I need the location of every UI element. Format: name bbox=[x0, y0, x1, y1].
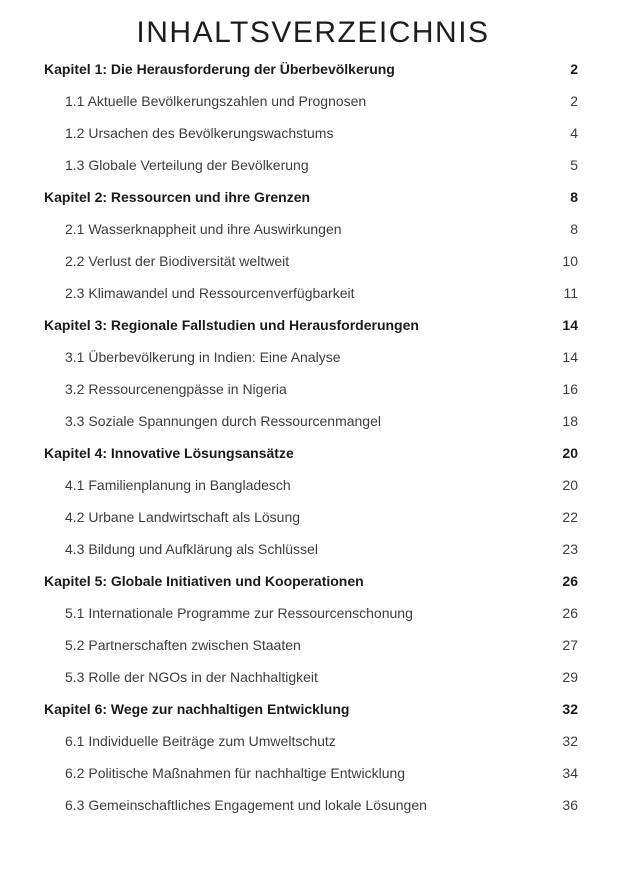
section-title: 2.3 Klimawandel und Ressourcenverfügbarkeit bbox=[65, 285, 355, 301]
chapter-block-6 bbox=[44, 700, 578, 814]
chapter-page-number: 26 bbox=[562, 573, 578, 589]
toc-section-row bbox=[44, 124, 578, 142]
section-page-number: 23 bbox=[562, 541, 578, 557]
chapter-title: Kapitel 4: Innovative Lösungsansätze bbox=[44, 445, 294, 461]
toc-chapter-row bbox=[44, 316, 578, 334]
section-page-number: 22 bbox=[562, 509, 578, 525]
section-title: 1.3 Globale Verteilung der Bevölkerung bbox=[65, 157, 309, 173]
toc-section-row bbox=[44, 604, 578, 622]
chapter-title: Kapitel 2: Ressourcen und ihre Grenzen bbox=[44, 189, 311, 205]
toc-section-row bbox=[44, 636, 578, 654]
toc-section-row bbox=[44, 540, 578, 558]
section-page-number: 11 bbox=[563, 285, 578, 301]
section-page-number: 2 bbox=[570, 93, 578, 109]
chapter-page-number: 32 bbox=[562, 701, 578, 717]
section-title: 6.3 Gemeinschaftliches Engagement und lokale Lösungen bbox=[65, 797, 427, 813]
chapter-block-2 bbox=[44, 188, 578, 302]
toc-section-row bbox=[44, 220, 578, 238]
table-of-contents bbox=[44, 60, 578, 814]
section-title: 6.1 Individuelle Beiträge zum Umweltschutz bbox=[65, 733, 336, 749]
section-page-number: 27 bbox=[562, 637, 578, 653]
section-page-number: 14 bbox=[562, 349, 578, 365]
section-title: 5.3 Rolle der NGOs in der Nachhaltigkeit bbox=[65, 669, 318, 685]
toc-section-row bbox=[44, 732, 578, 750]
section-page-number: 34 bbox=[562, 765, 578, 781]
chapter-block-1 bbox=[44, 60, 578, 174]
toc-section-row bbox=[44, 348, 578, 366]
section-title: 2.2 Verlust der Biodiversität weltweit bbox=[65, 253, 290, 269]
toc-section-row bbox=[44, 380, 578, 398]
chapter-title: Kapitel 5: Globale Initiativen und Kooperationen bbox=[44, 573, 364, 589]
toc-section-row bbox=[44, 252, 578, 270]
section-title: 3.2 Ressourcenengpässe in Nigeria bbox=[65, 381, 287, 397]
section-page-number: 26 bbox=[562, 605, 578, 621]
chapter-title: Kapitel 3: Regionale Fallstudien und Herausforderungen bbox=[44, 317, 419, 333]
toc-chapter-row bbox=[44, 444, 578, 462]
chapter-title: Kapitel 1: Die Herausforderung der Überbevölkerung bbox=[44, 61, 395, 77]
section-title: 1.1 Aktuelle Bevölkerungszahlen und Prognosen bbox=[65, 93, 367, 109]
toc-chapter-row bbox=[44, 188, 578, 206]
toc-section-row bbox=[44, 796, 578, 814]
section-title: 5.2 Partnerschaften zwischen Staaten bbox=[65, 637, 301, 653]
toc-section-row bbox=[44, 508, 578, 526]
section-page-number: 32 bbox=[562, 733, 578, 749]
section-page-number: 16 bbox=[562, 381, 578, 397]
toc-chapter-row bbox=[44, 700, 578, 718]
chapter-block-3 bbox=[44, 316, 578, 430]
section-page-number: 4 bbox=[570, 125, 578, 141]
section-title: 1.2 Ursachen des Bevölkerungswachstums bbox=[65, 125, 334, 141]
toc-section-row bbox=[44, 764, 578, 782]
toc-section-row bbox=[44, 92, 578, 110]
chapter-title: Kapitel 6: Wege zur nachhaltigen Entwicklung bbox=[44, 701, 350, 717]
section-title: 3.1 Überbevölkerung in Indien: Eine Analyse bbox=[65, 349, 341, 365]
section-title: 5.1 Internationale Programme zur Ressourcenschonung bbox=[65, 605, 413, 621]
section-title: 4.2 Urbane Landwirtschaft als Lösung bbox=[65, 509, 301, 525]
section-page-number: 8 bbox=[570, 221, 578, 237]
section-page-number: 10 bbox=[562, 253, 578, 269]
page-title: INHALTSVERZEICHNIS bbox=[136, 16, 490, 49]
toc-chapter-row bbox=[44, 572, 578, 590]
section-page-number: 5 bbox=[570, 157, 578, 173]
section-page-number: 36 bbox=[562, 797, 578, 813]
section-page-number: 18 bbox=[562, 413, 578, 429]
toc-section-row bbox=[44, 668, 578, 686]
section-page-number: 20 bbox=[562, 477, 578, 493]
chapter-page-number: 14 bbox=[562, 317, 578, 333]
chapter-block-4 bbox=[44, 444, 578, 558]
section-title: 6.2 Politische Maßnahmen für nachhaltige Entwicklung bbox=[65, 765, 406, 781]
section-page-number: 29 bbox=[562, 669, 578, 685]
toc-section-row bbox=[44, 156, 578, 174]
chapter-page-number: 20 bbox=[562, 445, 578, 461]
toc-section-row bbox=[44, 284, 578, 302]
chapter-page-number: 8 bbox=[570, 189, 578, 205]
chapter-block-5 bbox=[44, 572, 578, 686]
toc-chapter-row bbox=[44, 60, 578, 78]
section-title: 4.3 Bildung und Aufklärung als Schlüssel bbox=[65, 541, 318, 557]
section-title: 4.1 Familienplanung in Bangladesch bbox=[65, 477, 291, 493]
toc-section-row bbox=[44, 412, 578, 430]
section-title: 2.1 Wasserknappheit und ihre Auswirkungen bbox=[65, 221, 342, 237]
toc-section-row bbox=[44, 476, 578, 494]
section-title: 3.3 Soziale Spannungen durch Ressourcenmangel bbox=[65, 413, 381, 429]
chapter-page-number: 2 bbox=[570, 61, 578, 77]
